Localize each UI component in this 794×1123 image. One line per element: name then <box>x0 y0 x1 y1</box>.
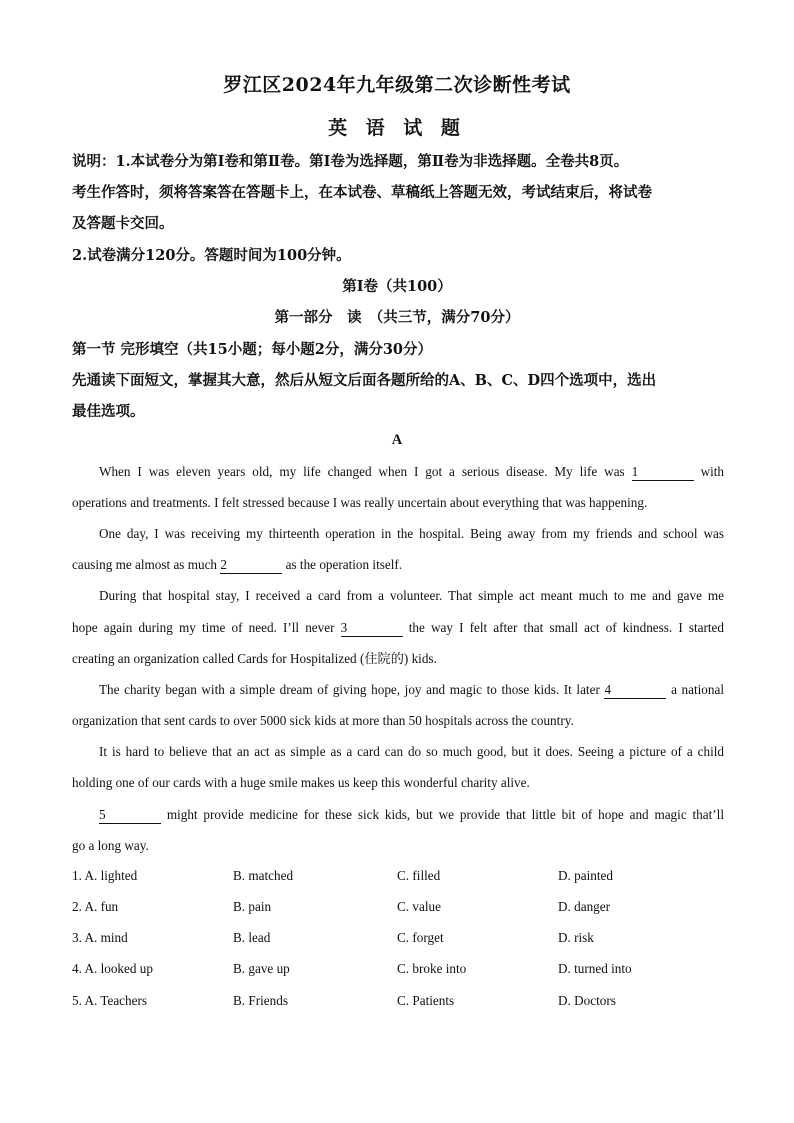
option-c: C. filled <box>397 868 441 883</box>
option-c: C. value <box>397 899 441 914</box>
passage-text: The charity began with a simple dream of giving hope, joy and magic to those kids. It later <box>99 682 600 697</box>
question-options-3 <box>72 930 732 950</box>
volume-heading: 第Ⅰ卷（共100） <box>342 278 452 295</box>
passage-text: a national <box>671 682 725 697</box>
passage-line <box>72 456 724 487</box>
cloze-direction-line-2: 最佳选项。 <box>72 403 145 420</box>
passage-line: One day, I was receiving my thirteenth operation in the hospital. Being away from my friends and school was <box>99 526 724 541</box>
option-d: D. Doctors <box>558 993 616 1008</box>
passage-line <box>72 674 724 705</box>
cloze-blank-3: 3 <box>341 620 403 637</box>
option-a: 4. A. looked up <box>72 961 153 976</box>
passage-text: might provide medicine for these sick kids, but we provide that little bit of hope and magic that’ll <box>166 807 724 822</box>
cloze-blank-5: 5 <box>99 807 161 824</box>
option-d: D. painted <box>558 868 613 883</box>
instruction-line-4: 2.试卷满分120分。答题时间为100分钟。 <box>72 247 351 264</box>
cloze-blank-2: 2 <box>220 557 282 574</box>
question-options-5 <box>72 993 732 1013</box>
instruction-line-3: 及答题卡交回。 <box>72 215 174 232</box>
passage-line: go a long way. <box>72 838 149 853</box>
option-d: D. danger <box>558 899 610 914</box>
question-options-2 <box>72 899 732 919</box>
option-c: C. forget <box>397 930 444 945</box>
instruction-line-1: 说明：1.本试卷分为第Ⅰ卷和第Ⅱ卷。第Ⅰ卷为选择题，第Ⅱ卷为非选择题。全卷共8页。 <box>72 153 629 170</box>
question-options-1 <box>72 868 732 888</box>
passage-line: operations and treatments. I felt stressed because I was really uncertain about everything that was happening. <box>72 495 648 510</box>
passage-text: When I was eleven years old, my life changed when I got a serious disease. My life was <box>99 464 625 479</box>
passage-line <box>72 612 724 643</box>
option-c: C. broke into <box>397 961 467 976</box>
option-b: B. gave up <box>233 961 290 976</box>
cloze-blank-4: 4 <box>604 682 666 699</box>
option-a: 3. A. mind <box>72 930 128 945</box>
option-d: D. turned into <box>558 961 632 976</box>
option-a: 5. A. Teachers <box>72 993 148 1008</box>
passage-line <box>72 549 724 580</box>
passage-line <box>72 799 724 830</box>
option-b: B. matched <box>233 868 294 883</box>
passage-line: creating an organization called Cards for Hospitalized (住院的) kids. <box>72 651 437 666</box>
instruction-line-2: 考生作答时，须将答案答在答题卡上，在本试卷、草稿纸上答题无效，考试结束后，将试卷 <box>72 184 652 201</box>
passage-label: A <box>391 432 403 448</box>
option-b: B. Friends <box>233 993 288 1008</box>
cloze-direction-line-1: 先通读下面短文，掌握其大意，然后从短文后面各题所给的A、B、C、D四个选项中，选出 <box>72 372 657 389</box>
option-b: B. pain <box>233 899 272 914</box>
option-c: C. Patients <box>397 993 455 1008</box>
passage-line: organization that sent cards to over 5000 sick kids at more than 50 hospitals across the country. <box>72 713 574 728</box>
passage-text: hope again during my time of need. I’ll never <box>72 620 335 635</box>
option-a: 1. A. lighted <box>72 868 138 883</box>
option-d: D. risk <box>558 930 594 945</box>
cloze-blank-1: 1 <box>632 464 694 481</box>
option-b: B. lead <box>233 930 271 945</box>
passage-text: as the operation itself. <box>285 557 403 572</box>
passage-line: holding one of our cards with a huge smile makes us keep this wonderful charity alive. <box>72 775 530 790</box>
passage-text: with <box>700 464 725 479</box>
exam-subtitle: 英 语 试 题 <box>328 117 466 139</box>
part-heading: 第一部分 读 （共三节，满分70分） <box>274 309 520 326</box>
option-a: 2. A. fun <box>72 899 119 914</box>
question-options-4 <box>72 961 732 981</box>
passage-text: causing me almost as much <box>72 557 218 572</box>
exam-title: 罗江区2024年九年级第二次诊断性考试 <box>223 74 571 96</box>
cloze-section-title: 第一节 完形填空（共15小题；每小题2分，满分30分） <box>72 341 432 358</box>
passage-text: the way I felt after that small act of kindness. I started <box>408 620 724 635</box>
passage-line: It is hard to believe that an act as simple as a card can do so much good, but it does. Seeing a picture of a child <box>99 744 724 759</box>
passage-line: During that hospital stay, I received a card from a volunteer. That simple act meant much to me and gave me <box>99 588 724 603</box>
